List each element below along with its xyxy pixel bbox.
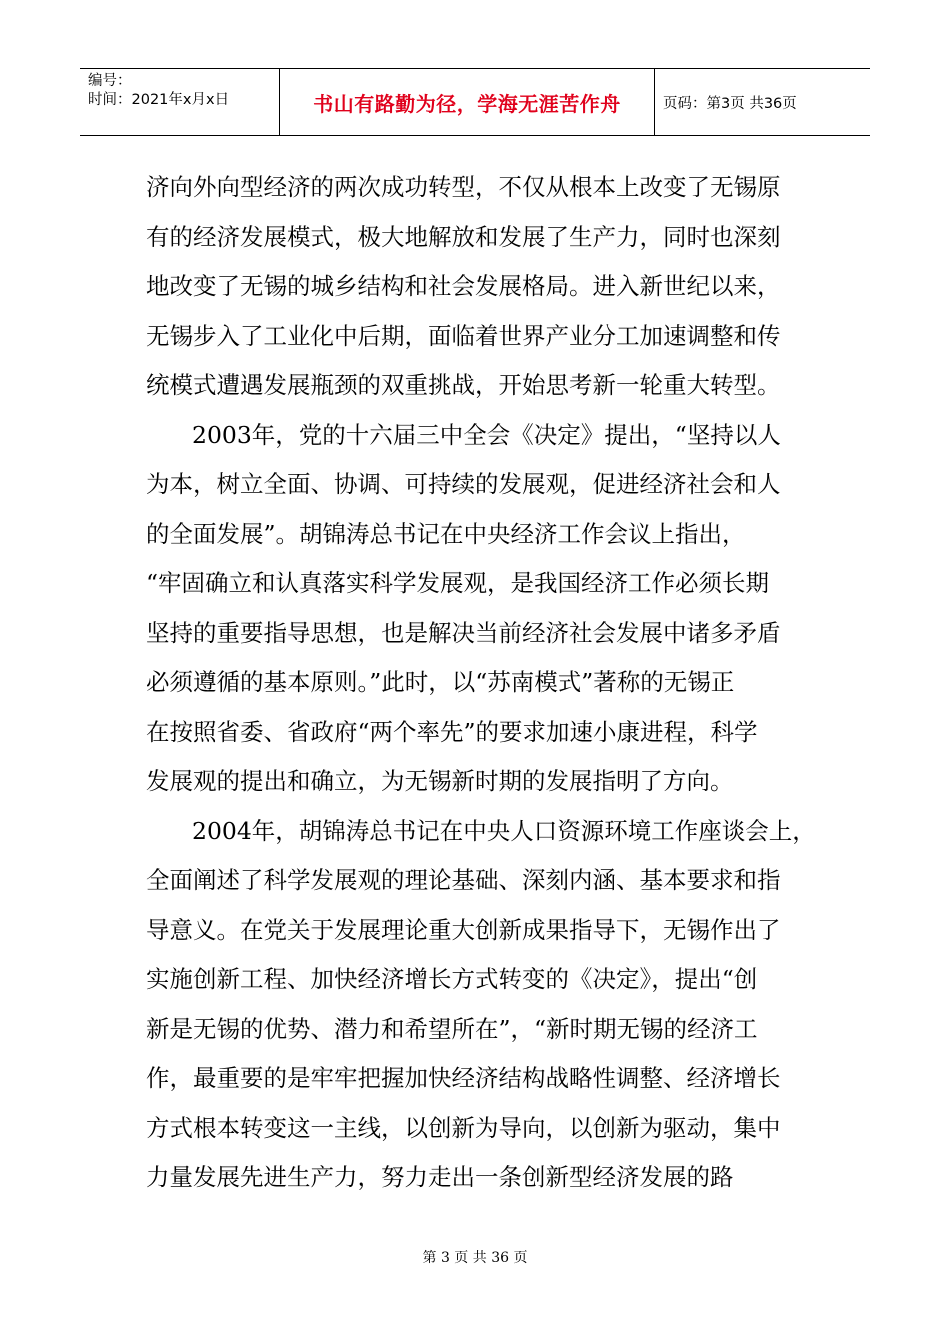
- text-line: 作，最重要的是牢牢把握加快经济结构战略性调整、经济增长: [146, 1064, 781, 1092]
- document-body: [146, 163, 816, 1203]
- header-meta: [80, 69, 280, 135]
- text-line: “牢固确立和认真落实科学发展观，是我国经济工作必须长期: [146, 569, 770, 597]
- text-line: 必须遵循的基本原则。”此时，以“苏南模式”著称的无锡正: [146, 668, 735, 696]
- document-number-label: 编号：: [88, 73, 132, 89]
- text-line: 为本，树立全面、协调、可持续的发展观，促进经济社会和人: [146, 470, 781, 498]
- text-line: 方式根本转变这一主线，以创新为导向，以创新为驱动，集中: [146, 1113, 781, 1142]
- header-page-info: 页码：第3页 共36页: [663, 95, 797, 112]
- text-line: 无锡步入了工业化中后期，面临着世界产业分工加速调整和传: [146, 321, 781, 350]
- page-header: [80, 68, 870, 136]
- document-time-label: 时间：2021年x月x日: [88, 92, 230, 108]
- text-line: 坚持的重要指导思想，也是解决当前经济社会发展中诸多矛盾: [146, 618, 781, 647]
- text-line: 发展观的提出和确立，为无锡新时期的发展指明了方向。: [146, 767, 734, 795]
- paragraph-start-line: 2004年，胡锦涛总书记在中央人口资源环境工作座谈会上，: [192, 816, 816, 845]
- text-line: 济向外向型经济的两次成功转型，不仅从根本上改变了无锡原: [146, 173, 781, 201]
- text-line: 导意义。在党关于发展理论重大创新成果指导下，无锡作出了: [146, 915, 781, 944]
- text-line: 统模式遭遇发展瓶颈的双重挑战，开始思考新一轮重大转型。: [146, 371, 781, 399]
- page-footer: 第 3 页 共 36 页: [422, 1250, 528, 1266]
- header-motto: 书山有路勤为径，学海无涯苦作舟: [280, 69, 655, 135]
- paragraph-start-line: 2003年，党的十六届三中全会《决定》提出，“坚持以人: [192, 420, 781, 449]
- text-line: 全面阐述了科学发展观的理论基础、深刻内涵、基本要求和指: [146, 866, 781, 894]
- text-line: 有的经济发展模式，极大地解放和发展了生产力，同时也深刻: [146, 222, 781, 251]
- text-line: 力量发展先进生产力，努力走出一条创新型经济发展的路: [146, 1163, 734, 1191]
- text-line: 在按照省委、省政府“两个率先”的要求加速小康进程，科学: [146, 717, 758, 746]
- text-line: 实施创新工程、加快经济增长方式转变的《决定》，提出“创: [146, 965, 758, 993]
- text-line: 的全面发展”。胡锦涛总书记在中央经济工作会议上指出，: [146, 519, 746, 548]
- text-line: 地改变了无锡的城乡结构和社会发展格局。进入新世纪以来，: [146, 272, 781, 300]
- text-line: 新是无锡的优势、潜力和希望所在”，“新时期无锡的经济工: [146, 1014, 758, 1043]
